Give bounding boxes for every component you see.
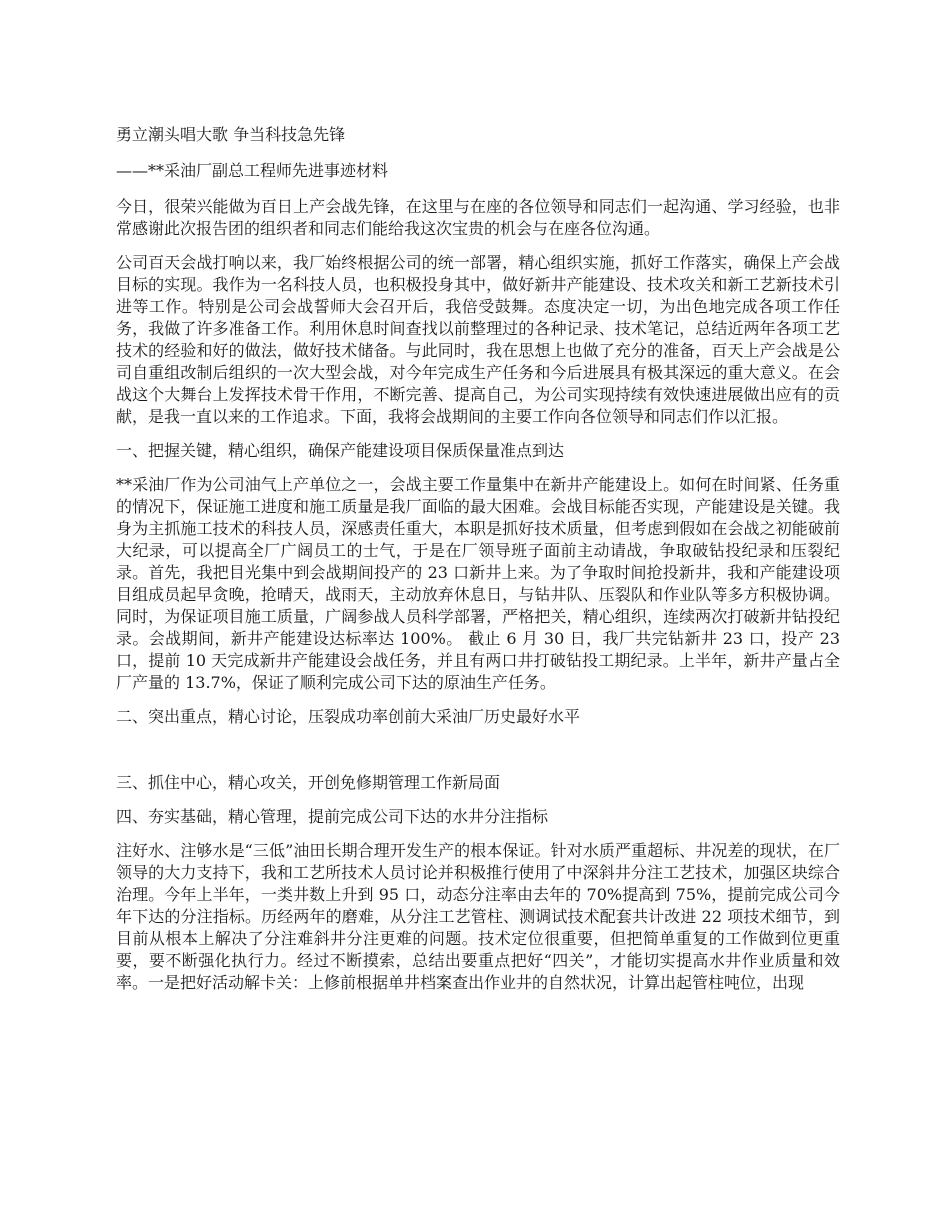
- paragraph-section-1: **采油厂作为公司油气上产单位之一，会战主要工作量集中在新井产能建设上。如何在时间紧、任务重的情况下，保证施工进度和施工质量是我厂面临的最大困难。会战目标能否实现，产能建设是关键。我身为主抓施工技术的科技人员，深感责任重大，本职是抓好技术质量，但考虑到假如在会战之初能破前大纪录，可以提高全厂广阔员工的士气，于是在厂领导班子面前主动请战，争取破钻投纪录和压裂纪录。首先，我把目光集中到会战期间投产的 23 口新井上来。为了争取时间抢投新井，我和产能建设项目组成员起早贪晚，抢晴天，战雨天，主动放弃休息日，与钻井队、压裂队和作业队等多方积极协调。同时，为保证项目施工质量，广阔参战人员科学部署，严格把关，精心组织，连续两次打破新井钻投纪录。会战期间，新井产能建设达标率达 100%。 截止 6 月 30 日，我厂共完钻新井 23 口，投产 23 口，提前 10 天完成新井产能建设会战任务，并且有两口井打破钻投工期纪录。上半年，新井产量占全厂产量的 13.7%，保证了顺利完成公司下达的原油生产任务。: [116, 475, 840, 692]
- document-subtitle: ——**采油厂副总工程师先进事迹材料: [116, 161, 389, 180]
- paragraph-section-4: 注好水、注够水是“三低”油田长期合理开发生产的根本保证。针对水质严重超标、井况差的现状，在厂领导的大力支持下，我和工艺所技术人员讨论并积极推行使用了中深斜井分注工艺技术，加强区块综合治理。今年上半年，一类井数上升到 95 口，动态分注率由去年的 70%提高到 75%，提前完成公司今年下达的分注指标。历经两年的磨难，从分注工艺管柱、测调试技术配套共计改进 22 项技术细节，到目前从根本上解决了分注难斜井分注更难的问题。技术定位很重要，但把简单重复的工作做到位更重要，要不断强化执行力。经过不断摸索，总结出要重点把好“四关”，才能切实提高水井作业质量和效率。一是把好活动解卡关：上修前根据单井档案查出作业井的自然状况，计算出起管柱吨位，出现: [116, 841, 840, 992]
- document-title: 勇立潮头唱大歌 争当科技急先锋: [116, 125, 346, 144]
- paragraph-intro: 今日，很荣兴能做为百日上产会战先锋，在这里与在座的各位领导和同志们一起沟通、学习经验，也非常感谢此次报告团的组织者和同志们能给我这次宝贵的机会与在座各位沟通。: [116, 197, 840, 238]
- section-heading-2: 二、突出重点，精心讨论，压裂成功率创前大采油厂历史最好水平: [116, 707, 581, 726]
- section-heading-1: 一、把握关键，精心组织，确保产能建设项目保质保量准点到达: [116, 441, 565, 460]
- section-heading-4: 四、夯实基础，精心管理，提前完成公司下达的水井分注指标: [116, 807, 549, 826]
- blank-space: [116, 740, 840, 772]
- section-heading-3: 三、抓住中心，精心攻关，开创免修期管理工作新局面: [116, 773, 501, 792]
- paragraph-overview: 公司百天会战打响以来，我厂始终根据公司的统一部署，精心组织实施，抓好工作落实，确保上产会战目标的实现。我作为一名科技人员，也积极投身其中，做好新井产能建设、技术攻关和新工艺新技术引进等工作。特别是公司会战誓师大会召开后，我倍受鼓舞。态度决定一切，为出色地完成各项工作任务，我做了许多准备工作。利用休息时间查找以前整理过的各种记录、技术笔记，总结近两年各项工艺技术的经验和好的做法，做好技术储备。与此同时，我在思想上也做了充分的准备，百天上产会战是公司自重组改制后组织的一次大型会战，对今年完成生产任务和今后进展具有极其深远的重大意义。在会战这个大舞台上发挥技术骨干作用，不断完善、提高自己，为公司实现持续有效快速进展做出应有的贡献，是我一直以来的工作追求。下面，我将会战期间的主要工作向各位领导和同志们作以汇报。: [116, 253, 840, 426]
- document-body: [116, 124, 840, 1006]
